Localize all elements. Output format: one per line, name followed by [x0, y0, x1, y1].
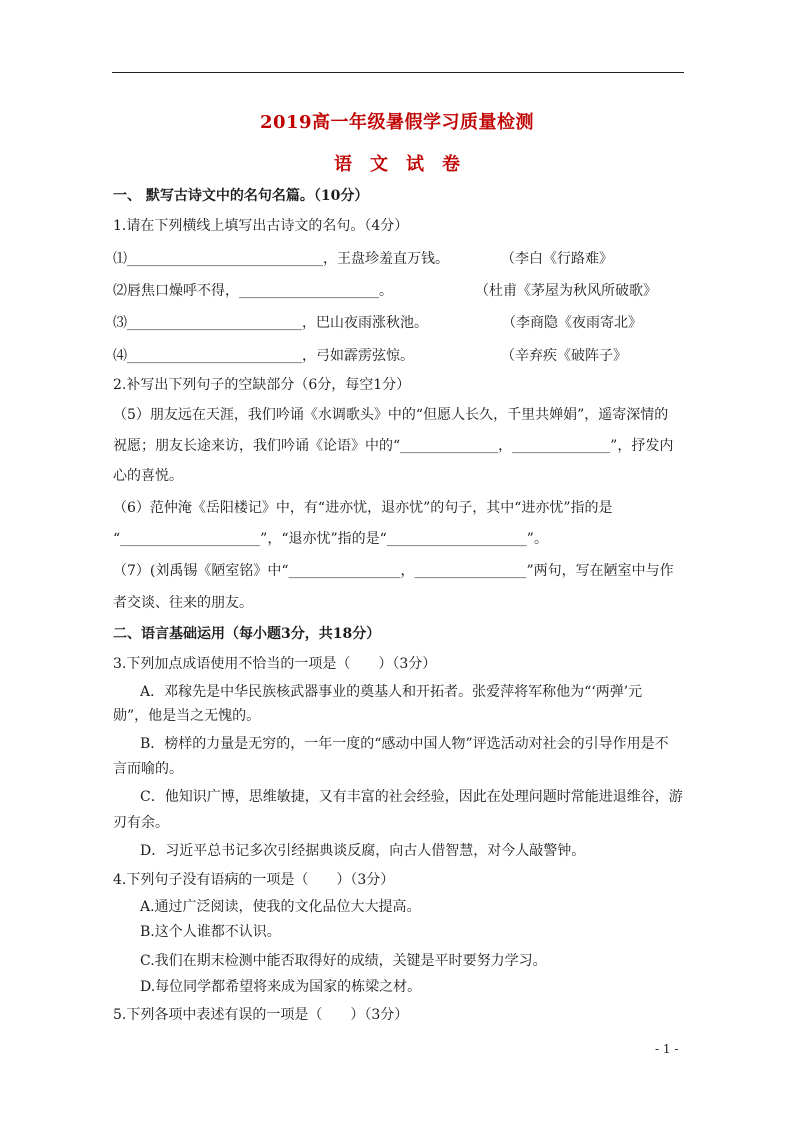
text-line [113, 281, 685, 301]
text-line [113, 561, 685, 581]
line-text: 1.请在下列横线上填写出古诗文的名句。（4分） [113, 218, 409, 234]
text-line [113, 813, 685, 833]
line-text: 勋”，他是当之无愧的。 [113, 708, 261, 724]
text-line [113, 654, 685, 674]
line-text: （5）朋友远在天涯，我们吟诵《水调歌头》中的“但愿人长久，千里共婵娟”，遥寄深情的 [113, 407, 669, 423]
text-line [113, 759, 685, 779]
line-text: ⑵唇焦口燥呼不得，____________________。 [113, 283, 393, 299]
poem-source: （李商隐《夜雨寄北》 [502, 315, 642, 331]
line-text: A．邓稼先是中华民族核武器事业的奠基人和开拓者。张爱萍将军称他为“‘两弹’元 [140, 684, 643, 700]
line-text: 一、 默写古诗文中的名句名篇。（10分） [113, 188, 369, 204]
text-line [140, 734, 685, 754]
line-text: C.我们在期末检测中能否取得好的成绩，关键是平时要努力学习。 [140, 953, 547, 969]
text-line [113, 405, 685, 425]
text-line [113, 1005, 685, 1025]
poem-source: （辛弃疾《破阵子》 [501, 348, 627, 364]
line-text: 心的喜悦。 [113, 468, 183, 484]
text-line [140, 682, 685, 702]
line-text: C．他知识广博，思维敏捷，又有丰富的社会经验，因此在处理问题时常能进退维谷，游 [140, 789, 683, 805]
page-number: - 1 - [655, 1042, 679, 1056]
line-text: 者交谈、往来的朋友。 [113, 595, 253, 611]
text-line [140, 977, 685, 997]
line-text: 2.补写出下列句子的空缺部分（6分，每空1分） [113, 377, 411, 393]
text-line [140, 951, 685, 971]
text-line [140, 897, 685, 917]
line-text: “____________________”，“退亦忧”指的是“____________________”。 [113, 531, 548, 547]
section-heading [113, 624, 685, 644]
text-line [113, 249, 685, 269]
text-line [113, 870, 685, 890]
line-text: D．习近平总书记多次引经据典谈反腐，向古人借智慧，对今人敲警钟。 [140, 843, 586, 859]
text-line [113, 466, 685, 486]
line-text: B.这个人谁都不认识。 [140, 924, 281, 940]
line-text: 4.下列句子没有语病的一项是（ ）（3分） [113, 872, 395, 888]
poem-source: （杜甫《茅屋为秋风所破歌》 [475, 283, 657, 299]
line-text: B．榜样的力量是无穷的，一年一度的“感动中国人物”评选活动对社会的引导作用是不 [140, 736, 669, 752]
line-text: 5.下列各项中表述有误的一项是（ ）（3分） [113, 1007, 409, 1023]
line-text: 3.下列加点成语使用不恰当的一项是（ ）（3分） [113, 656, 437, 672]
text-line [140, 922, 685, 942]
line-text: 祝愿；朋友长途来访，我们吟诵《论语》中的“______________，______________”，抒发内 [113, 438, 674, 454]
text-line [113, 498, 685, 518]
poem-source: （李白《行路难》 [501, 251, 613, 267]
line-text: A.通过广泛阅读，使我的文化品位大大提高。 [140, 899, 421, 915]
line-text: ⑴____________________________，王盘珍羞直万钱。 [113, 251, 449, 267]
text-line [140, 841, 685, 861]
text-line [113, 346, 685, 366]
doc-subtitle: 语 文 试 卷 [334, 154, 460, 175]
line-text: 刃有余。 [113, 815, 169, 831]
line-text: 二、语言基础运用（每小题3分，共18分） [113, 626, 381, 642]
text-line [113, 529, 685, 549]
line-text: （7）(刘禹锡《陋室铭》中“________________，________________”两句，写在陋室中与作 [113, 563, 674, 579]
text-line [113, 216, 685, 236]
line-text: ⑷_________________________，弓如霹雳弦惊。 [113, 348, 414, 364]
line-text: （6）范仲淹《岳阳楼记》中，有“进亦忧，退亦忧”的句子，其中“进亦忧”指的是 [113, 500, 613, 516]
text-line [113, 706, 685, 726]
text-line [113, 313, 685, 333]
doc-title: 2019高一年级暑假学习质量检测 [259, 112, 535, 133]
text-line [113, 375, 685, 395]
line-text: ⑶_________________________，巴山夜雨涨秋池。 [113, 315, 428, 331]
text-line [140, 787, 685, 807]
section-heading [113, 186, 685, 206]
line-text: D.每位同学都希望将来成为国家的栋梁之材。 [140, 979, 422, 995]
line-text: 言而喻的。 [113, 761, 183, 777]
text-line [113, 593, 685, 613]
text-line [113, 436, 685, 456]
top-rule [112, 72, 684, 73]
